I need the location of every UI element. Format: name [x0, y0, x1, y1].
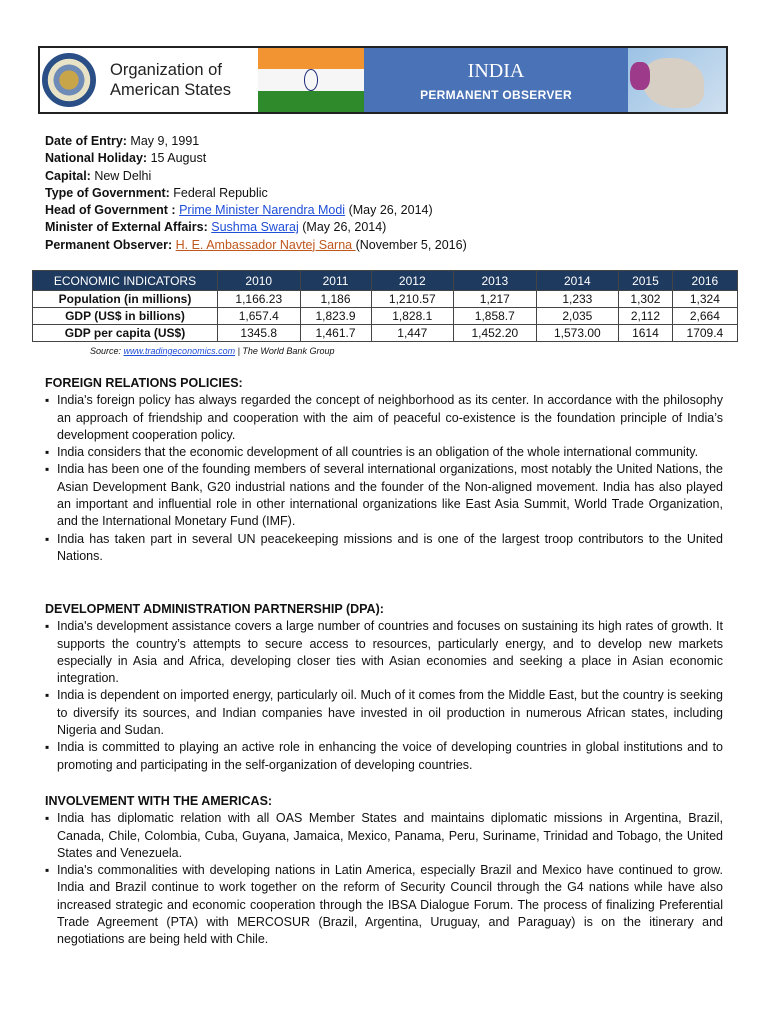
dpa-section — [45, 601, 723, 774]
oas-logo — [40, 48, 258, 112]
section-title: FOREIGN RELATIONS POLICIES: — [45, 376, 243, 390]
status-subtitle: PERMANENT OBSERVER — [420, 88, 572, 102]
fact-date-of-entry: Date of Entry: May 9, 1991 — [45, 134, 200, 148]
table-cell: 1,166.23 — [218, 291, 301, 308]
list-item: ▪ India is dependent on imported energy, particularly oil. Much of it comes from the Middle East, but the country is seeking to diversify its sources, and Indian companies have invested in oil production in numerous African states, including Nigeria and Sudan. — [45, 687, 723, 739]
india-flag-icon — [258, 48, 364, 112]
table-cell: Population (in millions) — [33, 291, 218, 308]
table-row — [33, 291, 738, 308]
section-title: DEVELOPMENT ADMINISTRATION PARTNERSHIP (DPA): — [45, 602, 384, 616]
table-cell: 1,828.1 — [371, 308, 454, 325]
table-header-cell: ECONOMIC INDICATORS — [33, 271, 218, 291]
table-cell: 1,452.20 — [454, 325, 537, 342]
table-cell: 1,447 — [371, 325, 454, 342]
list-item: ▪ India considers that the economic development of all countries is an obligation of the whole international community. — [45, 444, 723, 461]
table-cell: 1,858.7 — [454, 308, 537, 325]
table-cell: 2,035 — [536, 308, 619, 325]
table-header-cell: 2013 — [454, 271, 537, 291]
table-header-row — [33, 271, 738, 291]
list-item: ▪ India has diplomatic relation with all OAS Member States and maintains diplomatic missions in Argentina, Brazil, Canada, Chile, Colombia, Cuba, Guyana, Jamaica, Mexico, Panama, Peru, Suriname, Trinidad and Tobago, the United States and Venezuela. — [45, 810, 723, 862]
table-cell: 1,573.00 — [536, 325, 619, 342]
section-title: INVOLVEMENT WITH THE AMERICAS: — [45, 794, 273, 808]
table-cell: 1614 — [619, 325, 673, 342]
table-cell: 1,217 — [454, 291, 537, 308]
americas-section — [45, 793, 723, 949]
table-source: Source: www.tradingeconomics.com | The World Bank Group — [90, 346, 335, 356]
source-link[interactable]: www.tradingeconomics.com — [123, 346, 236, 356]
table-cell: 1,302 — [619, 291, 673, 308]
oas-name — [110, 60, 231, 100]
table-cell: 1,657.4 — [218, 308, 301, 325]
india-map-icon — [628, 48, 726, 112]
table-header-cell: 2016 — [672, 271, 737, 291]
table-header-cell: 2012 — [371, 271, 454, 291]
ashoka-chakra-icon — [304, 69, 318, 90]
country-facts — [45, 133, 467, 254]
oas-name-line1: Organization of — [110, 61, 222, 79]
table-header-cell: 2010 — [218, 271, 301, 291]
list-item: ▪ India's foreign policy has always regarded the concept of neighborhood as its center. In accordance with the philosophy an approach of friendship and cooperation with the aim of peaceful co-existence is the foundation principle of India’s development cooperation policy. — [45, 392, 723, 444]
table-cell: 2,664 — [672, 308, 737, 325]
fact-permanent-observer: Permanent Observer: H. E. Ambassador Navtej Sarna (November 5, 2016) — [45, 237, 467, 252]
list-item: ▪ India is committed to playing an active role in enhancing the voice of developing countries in global institutions and to promoting and participating in the self-organization of developing countries. — [45, 739, 723, 774]
minister-link[interactable]: Sushma Swaraj — [211, 220, 299, 235]
fact-head-of-government: Head of Government : Prime Minister Narendra Modi (May 26, 2014) — [45, 203, 433, 218]
table-cell: 1,324 — [672, 291, 737, 308]
table-row — [33, 308, 738, 325]
table-cell: 1,186 — [300, 291, 371, 308]
table-row — [33, 325, 738, 342]
table-header-cell: 2015 — [619, 271, 673, 291]
list-item: ▪ India has been one of the founding members of several international organizations, most notably the United Nations, the Asian Development Bank, G20 industrial nations and the founder of the Non-aligned movement. India has also played an important and influential role in other international organizations like East Asia Summit, World Trade Organization, and the International Monetary Fund (IMF). — [45, 461, 723, 530]
oas-name-line2: American States — [110, 81, 232, 99]
table-cell: 1,823.9 — [300, 308, 371, 325]
table-cell: 1,233 — [536, 291, 619, 308]
permanent-observer-link[interactable]: H. E. Ambassador Navtej Sarna — [175, 237, 356, 252]
page-header — [38, 46, 728, 114]
fact-national-holiday: National Holiday: 15 August — [45, 151, 207, 166]
oas-seal-icon — [42, 53, 96, 107]
fact-minister: Minister of External Affairs: Sushma Swaraj (May 26, 2014) — [45, 220, 387, 235]
foreign-relations-section — [45, 375, 723, 565]
economic-indicators-table — [32, 270, 738, 342]
table-cell: GDP per capita (US$) — [33, 325, 218, 342]
table-header-cell: 2011 — [300, 271, 371, 291]
table-cell: 1,461.7 — [300, 325, 371, 342]
head-of-government-link[interactable]: Prime Minister Narendra Modi — [179, 203, 346, 218]
table-cell: 1709.4 — [672, 325, 737, 342]
fact-capital: Capital: New Delhi — [45, 168, 152, 183]
table-header-cell: 2014 — [536, 271, 619, 291]
fact-government-type: Type of Government: Federal Republic — [45, 185, 268, 200]
list-item: ▪ India's development assistance covers a large number of countries and focuses on sustaining its high rates of growth. It supports the country’s attempts to secure access to resources, particularly energy, and to develop new markets especially in Asia and Africa, developing closer ties with Asian economies and seeking a place in Asian economic integration. — [45, 618, 723, 687]
table-cell: 2,112 — [619, 308, 673, 325]
table-cell: GDP (US$ in billions) — [33, 308, 218, 325]
table-cell: 1,210.57 — [371, 291, 454, 308]
list-item: ▪ India's commonalities with developing nations in Latin America, especially Brazil and Mexico have continued to grow. India and Brazil continue to work together on the reform of Security Council through the G4 nations while have also increased strategic and economic cooperation through the IBSA Dialogue Forum. The process of finalizing Preferential Trade Agreement (PTA) with MERCOSUR (Brazil, Argentina, Uruguay, and Paraguay) is on the itinerary and negotiations are being held with Chile. — [45, 862, 723, 948]
table-cell: 1345.8 — [218, 325, 301, 342]
list-item: ▪ India has taken part in several UN peacekeeping missions and is one of the largest troop contributors to the United Nations. — [45, 531, 723, 566]
title-banner — [364, 48, 628, 112]
country-title: INDIA — [467, 60, 525, 82]
